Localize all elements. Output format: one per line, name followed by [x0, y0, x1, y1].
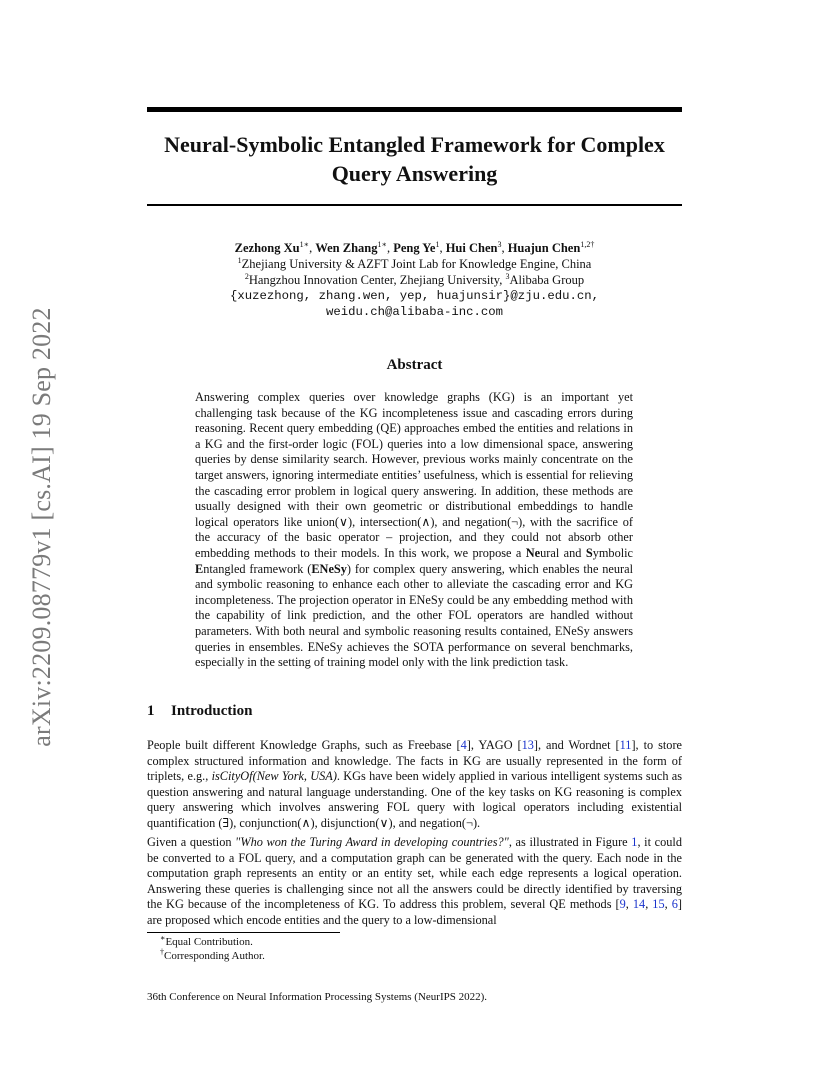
- footnote-corresponding-author: †Corresponding Author.: [160, 947, 265, 962]
- author-name: Wen Zhang: [315, 241, 378, 255]
- title-rule-bottom: [147, 204, 682, 206]
- citation-link[interactable]: 11: [619, 738, 632, 752]
- author-emails: {xuzezhong, zhang.wen, yep, huajunsir}@zju.edu.cn,: [230, 289, 599, 303]
- arxiv-sidebar: [22, 292, 62, 762]
- abstract-text: Answering complex queries over knowledge graphs (KG) is an important yet challenging task because of the KG incompleteness issue and cascading errors during reasoning. Recent query embedding (QE) approaches embed the entities and relations in a KG and the first-order logic (FOL) queries into a low dimensional space, answering queries by dense similarity search. However, previous works mainly concentrate on the target answers, ignoring intermediate entities’ usefulness, which is essential for relieving the cascading error problem in logical query answering. In addition, these methods are usually designed with their own geometric or distributional embeddings to handle logical operators like union(∨), intersection(∧), and negation(¬), with the sacrifice of the accuracy of the basic operator – projection, and they could not absorb other embedding methods to their models. In this work, we propose a Neural and Symbolic Entangled framework (ENeSy) for complex query answering, which enables the neural and symbolic reasoning to enhance each other to alleviate the cascading error and KG incompleteness. The projection operator in ENeSy could be any embedding method with the capability of link prediction, and the other FOL operators are handled without parameters. With both neural and symbolic reasoning results contained, ENeSy answers queries in ensembles. ENeSy achieves the SOTA performance on several benchmarks, especially in the setting of training model only with the link prediction task.: [195, 390, 634, 670]
- figure-link[interactable]: 1: [631, 835, 638, 849]
- paper-title: Neural-Symbolic Entangled Framework for Complex Query Answering: [164, 132, 665, 186]
- author-block: [147, 240, 682, 320]
- author-names: Zezhong $Xu^{1∗}$, Wen Zhang$^{1∗}$, Peng Ye$^1$, Hui Chen$^3$, Huajun Chen$^{1,2\dagger}$: [234, 239, 595, 255]
- citation-link[interactable]: 15: [652, 897, 665, 912]
- footnote-equal-contribution: ∗Equal Contribution.: [160, 933, 253, 948]
- section-heading-introduction: 1 Introduction: [147, 703, 253, 719]
- author-email-2: weidu.ch@alibaba-inc.com: [325, 305, 504, 319]
- citation-link[interactable]: 9: [619, 897, 626, 912]
- title-rule-top: [147, 107, 682, 112]
- intro-paragraph-2: Given a question "Who won the Turing Award in developing countries?", as illustrated in Figure 1, it could be converted to a FOL query, and a computation graph can be generated with the query. Each node in the computation graph represents an entity or an entity set, while each edge represents a logical operation. Answering these queries is challenging since not all the answers could be directly identified by traversing the KG because of the incompleteness of KG. To address this problem, several QE methods [9, 14, 15, 6] are proposed which encode entities and the query to a low-dimensional: [147, 835, 682, 927]
- footnote-rule: [147, 932, 340, 933]
- abstract-heading: Abstract: [386, 357, 443, 373]
- author-name: Peng Ye: [393, 241, 436, 255]
- affiliation-2: $^2$Hangzhou Innovation Center, Zhejiang University, $^3$Alibaba Group: [244, 271, 585, 287]
- intro-paragraph-1: People built different Knowledge Graphs, such as Freebase [4], YAGO [13], and Wordnet [11], to store complex structured information and knowledge. The facts in KG are usually represented in the form of triplets, e.g., isCityOf(New York, USA). KGs have been widely applied in various intelligent systems such as question answering and natural language understanding. One of the key tasks on KG reasoning is complex query answering which involves answering FOL query with logical operators including existential quantification (∃), conjunction(∧), disjunction(∨), and negation(¬).: [147, 738, 682, 830]
- citation-link[interactable]: 14: [632, 897, 646, 912]
- citation-link[interactable]: 13: [521, 738, 534, 752]
- affiliation-1: $^1$Zhejiang University & AZFT Joint Lab for Knowledge Engine, China: [237, 255, 592, 271]
- conference-footer: 36th Conference on Neural Information Processing Systems (NeurIPS 2022).: [147, 991, 488, 1003]
- arxiv-identifier: arXiv:2209.08779v1 [cs.AI] 19 Sep 2022: [27, 307, 56, 747]
- author-name: Hui Chen: [445, 241, 498, 255]
- citation-link[interactable]: 6: [671, 897, 678, 912]
- citation-link[interactable]: 4: [460, 738, 467, 752]
- author-name: Zezhong Xu: [234, 241, 300, 255]
- author-name: Huajun Chen: [507, 241, 581, 255]
